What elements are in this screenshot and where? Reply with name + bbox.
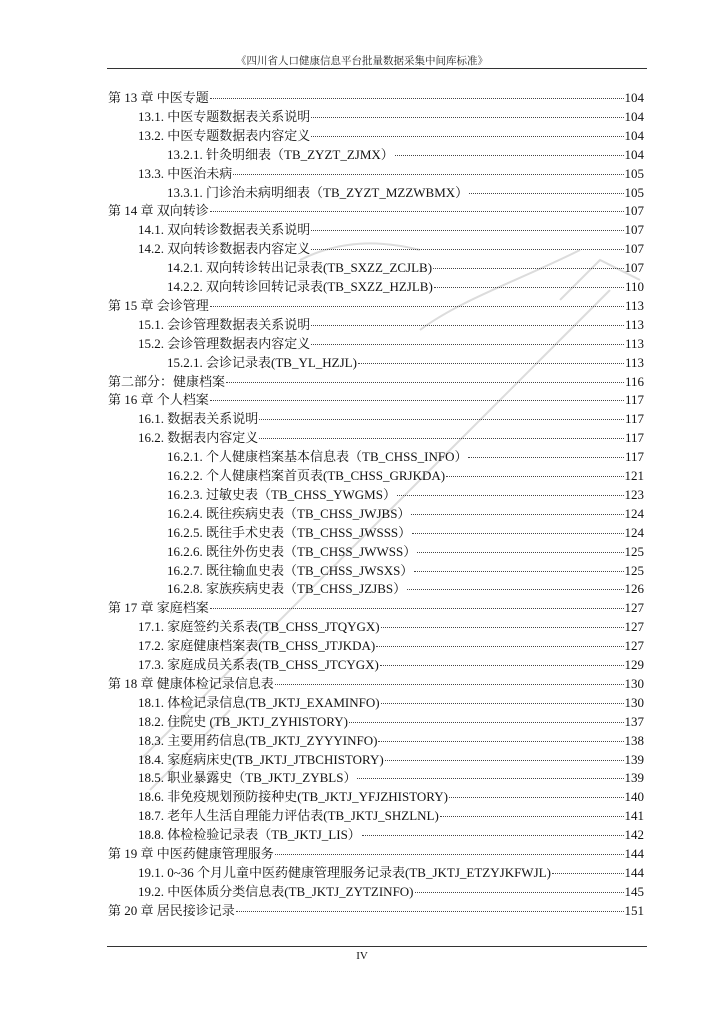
toc-entry-label: 16.2.1. 个人健康档案基本信息表（TB_CHSS_INFO）	[167, 449, 468, 465]
toc-entry-page-number: 113	[624, 335, 644, 351]
toc-entry-label: 18.4. 家庭病床史(TB_JKTJ_JTBCHISTORY)	[138, 751, 384, 767]
toc-entry-label: 18.2. 住院史 (TB_JKTJ_ZYHISTORY)	[138, 713, 348, 729]
toc-entry-label: 16.2.7. 既往输血史表（TB_CHSS_JWSXS）	[167, 562, 414, 578]
toc-entry-label: 16.2.5. 既往手术史表（TB_CHSS_JWSSS）	[167, 524, 412, 540]
toc-entry-page-number: 107	[624, 260, 644, 276]
toc-dot-leader	[275, 844, 624, 855]
toc-dot-leader	[210, 88, 624, 99]
toc-dot-leader	[411, 504, 623, 515]
toc-entry-label: 17.3. 家庭成员关系表(TB_CHSS_JTCYGX)	[138, 657, 379, 672]
toc-entry-page-number: 124	[624, 505, 644, 521]
toc-entry-page-number: 144	[624, 846, 644, 861]
toc-dot-leader	[259, 428, 624, 439]
toc-entry-page-number: 138	[624, 732, 644, 748]
toc-dot-leader	[385, 750, 624, 761]
toc-dot-leader	[381, 693, 624, 704]
toc-entry-label: 第 13 章 中医专题	[108, 90, 209, 105]
toc-entry-label: 16.2.4. 既往疾病史表（TB_CHSS_JWJBS）	[167, 505, 411, 521]
toc-entry-label: 第 17 章 家庭档案	[108, 600, 209, 616]
toc-dot-leader	[311, 126, 623, 137]
toc-entry-page-number: 142	[624, 827, 644, 843]
toc-entry[interactable]	[138, 107, 644, 126]
toc-entry-page-number: 107	[624, 222, 644, 238]
toc-entry-label: 13.2.1. 针灸明细表（TB_ZYZT_ZJMX）	[167, 146, 394, 162]
toc-dot-leader	[236, 901, 624, 912]
toc-entry[interactable]	[167, 447, 644, 466]
toc-entry-page-number: 117	[624, 430, 644, 446]
toc-entry-label: 19.2. 中医体质分类信息表(TB_JKTJ_ZYTZINFO)	[138, 883, 414, 899]
toc-entry-page-number: 117	[624, 392, 644, 408]
toc-entry-page-number: 121	[624, 468, 644, 483]
toc-entry-label: 16.2. 数据表内容定义	[138, 430, 259, 446]
toc-entry-label: 第 14 章 双向转诊	[108, 203, 209, 219]
toc-dot-leader	[468, 447, 624, 458]
toc-dot-leader	[407, 579, 623, 590]
toc-entry[interactable]	[167, 258, 644, 277]
toc-entry-label: 15.1. 会诊管理数据表关系说明	[138, 316, 311, 332]
toc-dot-leader	[412, 523, 623, 534]
toc-entry[interactable]	[138, 750, 644, 769]
toc-entry[interactable]	[138, 825, 644, 844]
toc-entry[interactable]	[108, 88, 644, 107]
toc-entry[interactable]	[138, 731, 644, 750]
toc-dot-leader	[552, 863, 624, 874]
toc-entry[interactable]	[108, 598, 644, 617]
toc-entry[interactable]	[138, 220, 644, 239]
toc-entry-page-number: 104	[624, 108, 644, 124]
toc-dot-leader	[433, 258, 623, 269]
toc-entry[interactable]	[138, 334, 644, 353]
toc-dot-leader	[440, 806, 624, 817]
toc-entry-page-number: 124	[624, 524, 644, 540]
toc-entry-label: 第二部分：健康档案	[108, 373, 226, 389]
toc-entry-page-number: 137	[624, 713, 644, 729]
toc-dot-leader	[259, 409, 624, 420]
toc-dot-leader	[414, 561, 623, 572]
toc-entry[interactable]	[138, 882, 644, 901]
toc-entry-label: 18.1. 体检记录信息(TB_JKTJ_EXAMINFO)	[138, 694, 380, 710]
toc-entry[interactable]	[138, 768, 644, 787]
toc-entry[interactable]	[167, 466, 644, 485]
toc-entry[interactable]	[108, 390, 644, 409]
toc-entry-page-number: 113	[624, 354, 644, 370]
toc-dot-leader	[434, 277, 624, 288]
toc-entry[interactable]	[108, 674, 644, 693]
toc-entry-page-number: 145	[624, 883, 644, 899]
toc-entry-label: 第 19 章 中医药健康管理服务	[108, 846, 274, 861]
toc-entry-page-number: 130	[624, 675, 644, 691]
toc-dot-leader	[311, 334, 624, 345]
toc-entry-label: 18.8. 体检检验记录表（TB_JKTJ_LIS）	[138, 827, 361, 843]
toc-entry[interactable]	[167, 542, 644, 561]
toc-entry[interactable]	[167, 183, 644, 202]
toc-entry-label: 13.1. 中医专题数据表关系说明	[138, 108, 311, 124]
toc-entry-page-number: 127	[624, 619, 644, 635]
toc-entry[interactable]	[138, 655, 644, 674]
toc-entry-label: 14.2.2. 双向转诊回转记录表(TB_SXZZ_HZJLB)	[167, 279, 433, 294]
toc-entry-label: 16.2.6. 既往外伤史表（TB_CHSS_JWWSS）	[167, 543, 417, 559]
toc-entry-label: 16.2.2. 个人健康档案首页表(TB_CHSS_GRJKDA)	[167, 468, 446, 483]
toc-entry[interactable]	[138, 239, 644, 258]
toc-entry-label: 19.1. 0~36 个月儿童中医药健康管理服务记录表(TB_JKTJ_ETZYJKFWJL)	[138, 864, 551, 880]
toc-dot-leader	[210, 296, 624, 307]
toc-entry-page-number: 117	[624, 411, 644, 427]
toc-entry-page-number: 104	[624, 90, 644, 105]
toc-entry-label: 14.2.1. 双向转诊转出记录表(TB_SXZZ_ZCJLB)	[167, 260, 433, 276]
toc-entry-page-number: 127	[624, 638, 644, 654]
toc-entry-label: 14.1. 双向转诊数据表关系说明	[138, 222, 311, 238]
toc-entry-page-number: 113	[624, 297, 644, 313]
toc-dot-leader	[311, 239, 623, 250]
toc-entry-label: 18.6. 非免疫规划预防接种史(TB_JKTJ_YFJZHISTORY)	[138, 789, 448, 805]
toc-entry-page-number: 126	[624, 581, 644, 597]
toc-entry-page-number: 139	[624, 770, 644, 786]
toc-entry[interactable]	[108, 844, 644, 863]
toc-dot-leader	[210, 390, 624, 401]
toc-entry-page-number: 123	[624, 486, 644, 502]
toc-entry[interactable]	[138, 863, 644, 882]
toc-dot-leader	[275, 674, 624, 685]
toc-dot-leader	[378, 731, 623, 742]
toc-dot-leader	[376, 636, 623, 647]
toc-entry[interactable]	[138, 617, 644, 636]
toc-entry[interactable]	[108, 201, 644, 220]
toc-dot-leader	[358, 353, 624, 364]
toc-entry-label: 16.2.8. 家族疾病史表（TB_CHSS_JZJBS）	[167, 581, 407, 597]
toc-entry-page-number: 140	[624, 789, 644, 805]
running-header: 《四川省人口健康信息平台批量数据采集中间库标准》	[236, 56, 488, 67]
toc-entry-label: 15.2.1. 会诊记录表(TB_YL_HZJL)	[167, 354, 357, 370]
toc-entry[interactable]	[138, 126, 644, 145]
toc-entry-label: 18.5. 职业暴露史（TB_JKTJ_ZYBLS）	[138, 770, 357, 786]
toc-entry[interactable]	[108, 296, 644, 315]
toc-entry-label: 14.2. 双向转诊数据表内容定义	[138, 241, 311, 257]
toc-entry-label: 17.1. 家庭签约关系表(TB_CHSS_JTQYGX)	[138, 619, 380, 635]
header-divider	[107, 68, 647, 69]
toc-dot-leader	[311, 107, 623, 118]
toc-entry[interactable]	[167, 277, 644, 296]
toc-entry-label: 第 15 章 会诊管理	[108, 297, 209, 313]
toc-dot-leader	[449, 787, 624, 798]
toc-dot-leader	[233, 164, 623, 175]
toc-dot-leader	[226, 372, 624, 383]
toc-entry-page-number: 117	[624, 449, 644, 465]
toc-entry[interactable]	[167, 485, 644, 504]
toc-entry-label: 15.2. 会诊管理数据表内容定义	[138, 335, 311, 351]
toc-dot-leader	[357, 768, 623, 779]
toc-entry-label: 13.2. 中医专题数据表内容定义	[138, 127, 311, 143]
toc-entry[interactable]	[167, 579, 644, 598]
toc-entry-page-number: 129	[624, 657, 644, 672]
toc-dot-leader	[381, 617, 624, 628]
toc-entry-label: 13.3. 中医治未病	[138, 165, 233, 181]
toc-entry[interactable]	[138, 315, 644, 334]
toc-entry-page-number: 107	[624, 241, 644, 257]
toc-entry-label: 第 20 章 居民接诊记录	[108, 902, 235, 918]
toc-dot-leader	[311, 315, 624, 326]
toc-entry[interactable]	[138, 164, 644, 183]
toc-entry-page-number: 107	[624, 203, 644, 219]
toc-entry[interactable]	[138, 806, 644, 825]
toc-entry-label: 16.1. 数据表关系说明	[138, 411, 259, 427]
footer-divider	[107, 946, 647, 947]
toc-entry[interactable]	[138, 787, 644, 806]
toc-entry[interactable]	[138, 636, 644, 655]
toc-dot-leader	[417, 542, 623, 553]
toc-entry-page-number: 127	[624, 600, 644, 616]
toc-entry[interactable]	[108, 372, 644, 391]
toc-entry-page-number: 105	[624, 165, 644, 181]
toc-entry-page-number: 125	[624, 562, 644, 578]
toc-entry-label: 第 16 章 个人档案	[108, 392, 209, 408]
toc-entry-page-number: 105	[624, 184, 644, 200]
toc-entry-page-number: 116	[624, 373, 644, 389]
toc-entry-page-number: 151	[624, 902, 644, 918]
toc-entry-page-number: 144	[624, 864, 644, 880]
toc-dot-leader	[397, 485, 624, 496]
toc-dot-leader	[210, 598, 624, 609]
toc-dot-leader	[415, 882, 624, 893]
toc-entry-page-number: 125	[624, 543, 644, 559]
toc-dot-leader	[469, 183, 623, 194]
toc-dot-leader	[380, 655, 624, 666]
toc-entry-page-number: 139	[624, 751, 644, 767]
toc-entry[interactable]	[138, 409, 644, 428]
toc-entry-label: 16.2.3. 过敏史表（TB_CHSS_YWGMS）	[167, 486, 396, 502]
toc-entry[interactable]	[138, 712, 644, 731]
toc-entry-label: 13.3.1. 门诊治未病明细表（TB_ZYZT_MZZWBMX）	[167, 184, 469, 200]
toc-entry[interactable]	[138, 428, 644, 447]
toc-entry[interactable]	[167, 561, 644, 580]
toc-entry-page-number: 104	[624, 146, 644, 162]
toc-entry-page-number: 130	[624, 694, 644, 710]
toc-entry-page-number: 110	[624, 279, 644, 294]
toc-entry-page-number: 113	[624, 316, 644, 332]
toc-entry-page-number: 141	[624, 808, 644, 824]
toc-entry[interactable]	[167, 353, 644, 372]
toc-entry[interactable]	[167, 504, 644, 523]
toc-entry[interactable]	[167, 145, 644, 164]
toc-dot-leader	[349, 712, 624, 723]
toc-entry-label: 17.2. 家庭健康档案表(TB_CHSS_JTJKDA)	[138, 638, 376, 654]
toc-dot-leader	[362, 825, 624, 836]
toc-entry[interactable]	[108, 901, 644, 920]
toc-entry[interactable]	[167, 523, 644, 542]
page-number: IV	[356, 950, 368, 962]
toc-dot-leader	[210, 201, 624, 212]
toc-dot-leader	[395, 145, 624, 156]
toc-entry-label: 18.3. 主要用药信息(TB_JKTJ_ZYYYINFO)	[138, 732, 378, 748]
toc-entry[interactable]	[138, 693, 644, 712]
toc-entry-page-number: 104	[624, 127, 644, 143]
toc-entry-label: 第 18 章 健康体检记录信息表	[108, 675, 274, 691]
toc-dot-leader	[446, 466, 623, 477]
toc-entry-label: 18.7. 老年人生活自理能力评估表(TB_JKTJ_SHZLNL)	[138, 808, 439, 824]
toc-dot-leader	[311, 220, 623, 231]
